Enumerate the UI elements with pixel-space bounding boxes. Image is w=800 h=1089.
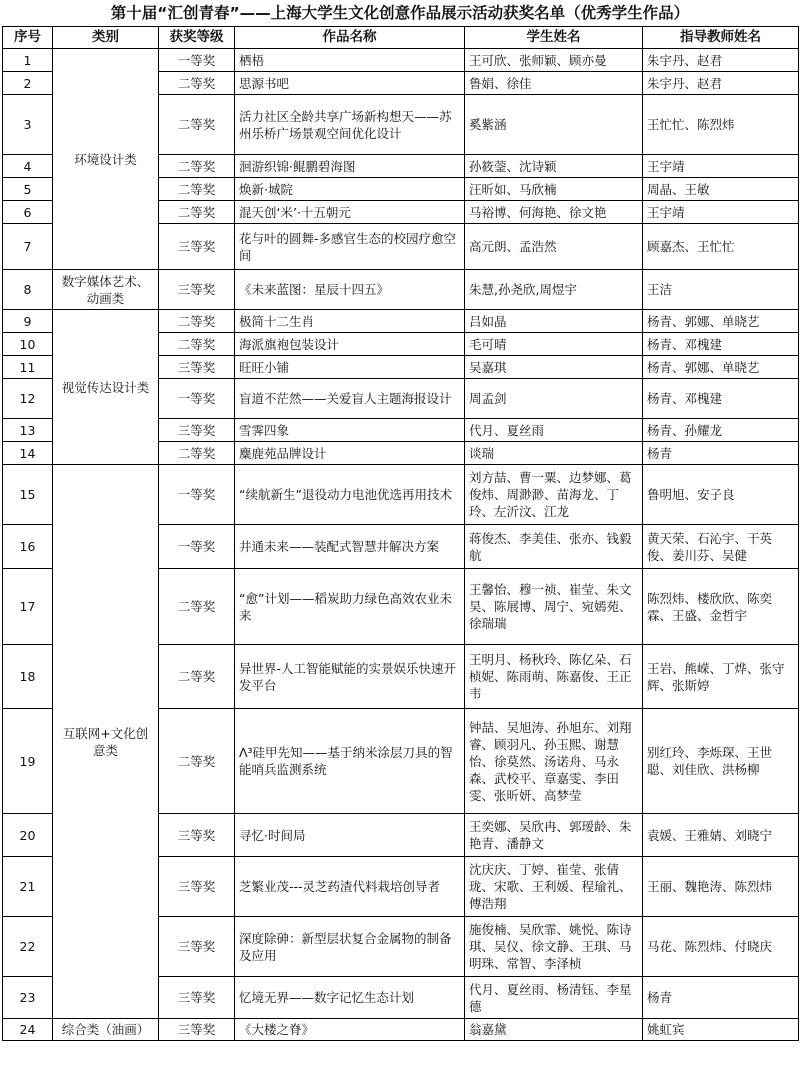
teacher-names: 顾嘉杰、王忙忙 xyxy=(643,224,799,270)
work-title: 麋鹿苑品牌设计 xyxy=(235,442,465,465)
work-title: 混天创‘米’·十五朝元 xyxy=(235,201,465,224)
teacher-names: 袁媛、王雅婧、刘晓宁 xyxy=(643,814,799,857)
student-names: 施俊楠、吴欣霏、姚悦、陈诗琪、吴仪、徐文静、王琪、马明珠、常智、李泽桢 xyxy=(465,917,643,977)
award-level: 二等奖 xyxy=(159,178,235,201)
row-number: 23 xyxy=(3,977,53,1019)
teacher-names: 黄天荣、石沁宇、干英俊、姜川芬、吴健 xyxy=(643,525,799,569)
student-names: 周孟剑 xyxy=(465,379,643,419)
student-names: 鲁娟、徐佳 xyxy=(465,72,643,95)
work-title: 思源书吧 xyxy=(235,72,465,95)
row-number: 14 xyxy=(3,442,53,465)
work-title: “续航新生”退役动力电池优选再用技术 xyxy=(235,465,465,525)
table-header-row xyxy=(3,27,799,49)
award-level: 二等奖 xyxy=(159,201,235,224)
work-title: 雪霁四象 xyxy=(235,419,465,442)
teacher-names: 周晶、王敏 xyxy=(643,178,799,201)
award-level: 三等奖 xyxy=(159,1019,235,1041)
row-number: 7 xyxy=(3,224,53,270)
work-title: 《大楼之脊》 xyxy=(235,1019,465,1041)
teacher-names: 杨青、孙耀龙 xyxy=(643,419,799,442)
award-level: 二等奖 xyxy=(159,310,235,333)
award-level: 二等奖 xyxy=(159,155,235,178)
row-number: 12 xyxy=(3,379,53,419)
table-row xyxy=(3,270,799,310)
category-cell: 综合类（油画） xyxy=(53,1019,159,1041)
table-row xyxy=(3,49,799,72)
work-title: 花与叶的圆舞-多感官生态的校园疗愈空间 xyxy=(235,224,465,270)
award-level: 二等奖 xyxy=(159,569,235,645)
award-level: 二等奖 xyxy=(159,709,235,814)
row-number: 1 xyxy=(3,49,53,72)
teacher-names: 杨青、郭娜、单晓艺 xyxy=(643,310,799,333)
table-row xyxy=(3,465,799,525)
student-names: 钟喆、吴旭涛、孙旭东、刘翔睿、顾羽凡、孙玉熙、谢慧怡、徐莫然、汤诺舟、马永森、武校平、章嘉雯、李田雯、张昕妍、高梦莹 xyxy=(465,709,643,814)
work-title: 井通未来——装配式智慧井解决方案 xyxy=(235,525,465,569)
work-title: 海派旗袍包装设计 xyxy=(235,333,465,356)
row-number: 11 xyxy=(3,356,53,379)
category-cell: 视觉传达设计类 xyxy=(53,310,159,465)
student-names: 王明月、杨秋玲、陈亿朵、石桢妮、陈雨萌、陈嘉俊、王正韦 xyxy=(465,645,643,709)
teacher-names: 杨青 xyxy=(643,977,799,1019)
award-level: 三等奖 xyxy=(159,419,235,442)
award-table xyxy=(2,26,799,1041)
work-title: 寻忆·时间局 xyxy=(235,814,465,857)
student-names: 马裕博、何海艳、徐文艳 xyxy=(465,201,643,224)
award-level: 二等奖 xyxy=(159,72,235,95)
row-number: 24 xyxy=(3,1019,53,1041)
work-title: 《未来蓝图：星辰十四五》 xyxy=(235,270,465,310)
table-body xyxy=(3,49,799,1041)
student-names: 孙筱蓥、沈诗颖 xyxy=(465,155,643,178)
student-names: 翁嘉黛 xyxy=(465,1019,643,1041)
award-level: 二等奖 xyxy=(159,333,235,356)
student-names: 朱慧,孙尧欣,周煜宇 xyxy=(465,270,643,310)
award-level: 二等奖 xyxy=(159,442,235,465)
award-level: 三等奖 xyxy=(159,224,235,270)
student-names: 代月、夏丝雨、杨清钰、李星德 xyxy=(465,977,643,1019)
row-number: 22 xyxy=(3,917,53,977)
header-teachers: 指导教师姓名 xyxy=(643,27,799,49)
teacher-names: 杨青、郭娜、单晓艺 xyxy=(643,356,799,379)
award-level: 三等奖 xyxy=(159,814,235,857)
teacher-names: 王洁 xyxy=(643,270,799,310)
header-no: 序号 xyxy=(3,27,53,49)
row-number: 8 xyxy=(3,270,53,310)
student-names: 王馨怡、穆一祯、崔莹、朱文昊、陈展博、周宁、宛嫣苑、徐瑞瑞 xyxy=(465,569,643,645)
row-number: 20 xyxy=(3,814,53,857)
work-title: “愈”计划——稻炭助力绿色高效农业未来 xyxy=(235,569,465,645)
award-level: 一等奖 xyxy=(159,465,235,525)
student-names: 刘方喆、曹一粟、边梦娜、葛俊炜、周渺渺、苗海龙、丁玲、左沂汶、江龙 xyxy=(465,465,643,525)
student-names: 蒋俊杰、李美佳、张亦、钱毅航 xyxy=(465,525,643,569)
student-names: 代月、夏丝雨 xyxy=(465,419,643,442)
work-title: 旺旺小铺 xyxy=(235,356,465,379)
row-number: 9 xyxy=(3,310,53,333)
teacher-names: 姚虹宾 xyxy=(643,1019,799,1041)
work-title: 活力社区全龄共享广场新构想天——苏州乐桥广场景观空间优化设计 xyxy=(235,95,465,155)
row-number: 2 xyxy=(3,72,53,95)
row-number: 19 xyxy=(3,709,53,814)
row-number: 13 xyxy=(3,419,53,442)
award-level: 三等奖 xyxy=(159,977,235,1019)
award-level: 三等奖 xyxy=(159,270,235,310)
row-number: 16 xyxy=(3,525,53,569)
row-number: 6 xyxy=(3,201,53,224)
award-level: 一等奖 xyxy=(159,49,235,72)
row-number: 5 xyxy=(3,178,53,201)
student-names: 汪昕如、马欣楠 xyxy=(465,178,643,201)
teacher-names: 陈烈炜、楼欣欣、陈奕霖、王盛、金哲宇 xyxy=(643,569,799,645)
category-cell: 互联网+文化创意类 xyxy=(53,465,159,1019)
category-cell: 数字媒体艺术、动画类 xyxy=(53,270,159,310)
teacher-names: 王岩、熊嵘、丁烨、张守辉、张斯婷 xyxy=(643,645,799,709)
award-level: 三等奖 xyxy=(159,857,235,917)
table-row xyxy=(3,1019,799,1041)
student-names: 吕如晶 xyxy=(465,310,643,333)
award-level: 一等奖 xyxy=(159,379,235,419)
work-title: 深度除砷：新型层状复合金属物的制备及应用 xyxy=(235,917,465,977)
work-title: Λ³硅甲先知——基于纳米涂层刀具的智能哨兵监测系统 xyxy=(235,709,465,814)
award-level: 二等奖 xyxy=(159,645,235,709)
work-title: 异世界-人工智能赋能的实景娱乐快速开发平台 xyxy=(235,645,465,709)
row-number: 17 xyxy=(3,569,53,645)
award-level: 二等奖 xyxy=(159,95,235,155)
student-names: 谈瑞 xyxy=(465,442,643,465)
header-award: 获奖等级 xyxy=(159,27,235,49)
work-title: 忆境无界——数字记忆生态计划 xyxy=(235,977,465,1019)
award-level: 三等奖 xyxy=(159,917,235,977)
work-title: 极简十二生肖 xyxy=(235,310,465,333)
teacher-names: 鲁明旭、安子良 xyxy=(643,465,799,525)
row-number: 10 xyxy=(3,333,53,356)
teacher-names: 马花、陈烈炜、付晓庆 xyxy=(643,917,799,977)
student-names: 奚紫涵 xyxy=(465,95,643,155)
award-level: 三等奖 xyxy=(159,356,235,379)
student-names: 高元朗、孟浩然 xyxy=(465,224,643,270)
award-level: 一等奖 xyxy=(159,525,235,569)
student-names: 王可欣、张师颖、顾亦曼 xyxy=(465,49,643,72)
teacher-names: 王宇靖 xyxy=(643,155,799,178)
table-row xyxy=(3,310,799,333)
row-number: 4 xyxy=(3,155,53,178)
student-names: 吴嘉琪 xyxy=(465,356,643,379)
row-number: 18 xyxy=(3,645,53,709)
page-title: 第十届“汇创青春”——上海大学生文化创意作品展示活动获奖名单（优秀学生作品） xyxy=(110,4,690,22)
work-title: 盲道不茫然——关爱盲人主题海报设计 xyxy=(235,379,465,419)
work-title: 栖梧 xyxy=(235,49,465,72)
teacher-names: 杨青、邓槐建 xyxy=(643,379,799,419)
row-number: 15 xyxy=(3,465,53,525)
teacher-names: 杨青 xyxy=(643,442,799,465)
work-title: 芝繁业茂---灵芝药渣代料栽培创导者 xyxy=(235,857,465,917)
teacher-names: 王丽、魏艳涛、陈烈炜 xyxy=(643,857,799,917)
teacher-names: 朱宇丹、赵君 xyxy=(643,49,799,72)
teacher-names: 朱宇丹、赵君 xyxy=(643,72,799,95)
student-names: 沈庆庆、丁婷、崔莹、张倩珑、宋歌、王利媛、程瑜礼、傅浩翔 xyxy=(465,857,643,917)
teacher-names: 王忙忙、陈烈炜 xyxy=(643,95,799,155)
row-number: 21 xyxy=(3,857,53,917)
teacher-names: 别红玲、李烁琛、王世聪、刘佳欣、洪杨柳 xyxy=(643,709,799,814)
header-work: 作品名称 xyxy=(235,27,465,49)
category-cell: 环境设计类 xyxy=(53,49,159,270)
teacher-names: 杨青、邓槐建 xyxy=(643,333,799,356)
work-title: 洄游织锦·鲲鹏碧海图 xyxy=(235,155,465,178)
header-students: 学生姓名 xyxy=(465,27,643,49)
header-category: 类别 xyxy=(53,27,159,49)
teacher-names: 王宇靖 xyxy=(643,201,799,224)
student-names: 王奕娜、吴欣冉、郭瑷龄、朱艳青、潘静文 xyxy=(465,814,643,857)
row-number: 3 xyxy=(3,95,53,155)
work-title: 焕新·城院 xyxy=(235,178,465,201)
student-names: 毛可晴 xyxy=(465,333,643,356)
